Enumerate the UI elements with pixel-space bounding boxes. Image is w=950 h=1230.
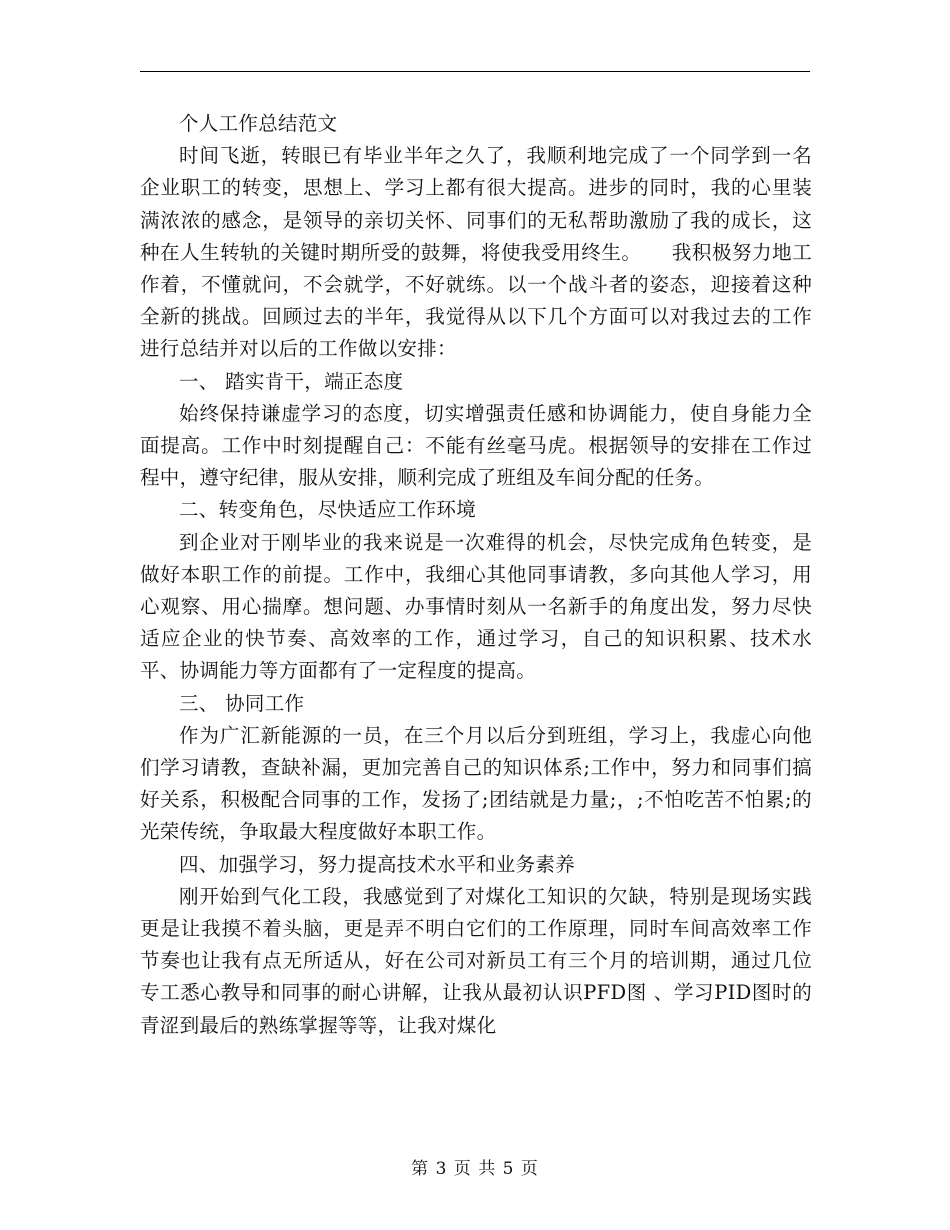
- paragraph-section-3: 作为广汇新能源的一员，在三个月以后分到班组，学习上，我虚心向他们学习请教，查缺补漏，更加完善自己的知识体系;工作中，努力和同事们搞好关系，积极配合同事的工作，发扬了;团结就是力量;，;不怕吃苦不怕累;的光荣传统，争取最大程度做好本职工作。: [140, 723, 812, 844]
- paragraph-section-4: 刚开始到气化工段，我感觉到了对煤化工知识的欠缺，特别是现场实践更是让我摸不着头脑，更是弄不明白它们的工作原理，同时车间高效率工作节奏也让我有点无所适从，好在公司对新员工有三个月的培训期，通过几位专工悉心教导和同事的耐心讲解，让我从最初认识PFD图 、学习PID图时的青涩到最后的熟练掌握等等，让我对煤化: [140, 884, 812, 1037]
- paragraph-section-1: 始终保持谦虚学习的态度，切实增强责任感和协调能力，使自身能力全面提高。工作中时刻提醒自己：不能有丝毫马虎。根据领导的安排在工作过程中，遵守纪律，服从安排，顺利完成了班组及车间分配的任务。: [140, 401, 812, 490]
- section-heading-1: 一、 踏实肯干，端正态度: [179, 369, 404, 393]
- page-number-footer: 第 3 页 共 5 页: [411, 1159, 539, 1179]
- section-heading-3: 三、 协同工作: [179, 691, 305, 715]
- document-title: 个人工作总结范文: [179, 112, 338, 135]
- document-body: [140, 108, 812, 1042]
- section-heading-2: 二、转变角色，尽快适应工作环境: [179, 498, 477, 522]
- paragraph-section-2: 到企业对于刚毕业的我来说是一次难得的机会，尽快完成角色转变，是做好本职工作的前提。工作中，我细心其他同事请教，多向其他人学习，用心观察、用心揣摩。想问题、办事情时刻从一名新手的角度出发，努力尽快适应企业的快节奏、高效率的工作，通过学习，自己的知识积累、技术水平、协调能力等方面都有了一定程度的提高。: [140, 530, 812, 683]
- header-rule: [140, 71, 810, 72]
- paragraph-intro: 时间飞逝，转眼已有毕业半年之久了，我顺利地完成了一个同学到一名企业职工的转变，思想上、学习上都有很大提高。进步的同时，我的心里装满浓浓的感念，是领导的亲切关怀、同事们的无私帮助激励了我的成长，这种在人生转轨的关键时期所受的鼓舞，将使我受用终生。 我积极努力地工作着，不懂就问，不会就学，不好就练。以一个战斗者的姿态，迎接着这种全新的挑战。回顾过去的半年，我觉得从以下几个方面可以对我过去的工作进行总结并对以后的工作做以安排：: [140, 144, 812, 361]
- section-heading-4: 四、加强学习，努力提高技术水平和业务素养: [179, 852, 576, 876]
